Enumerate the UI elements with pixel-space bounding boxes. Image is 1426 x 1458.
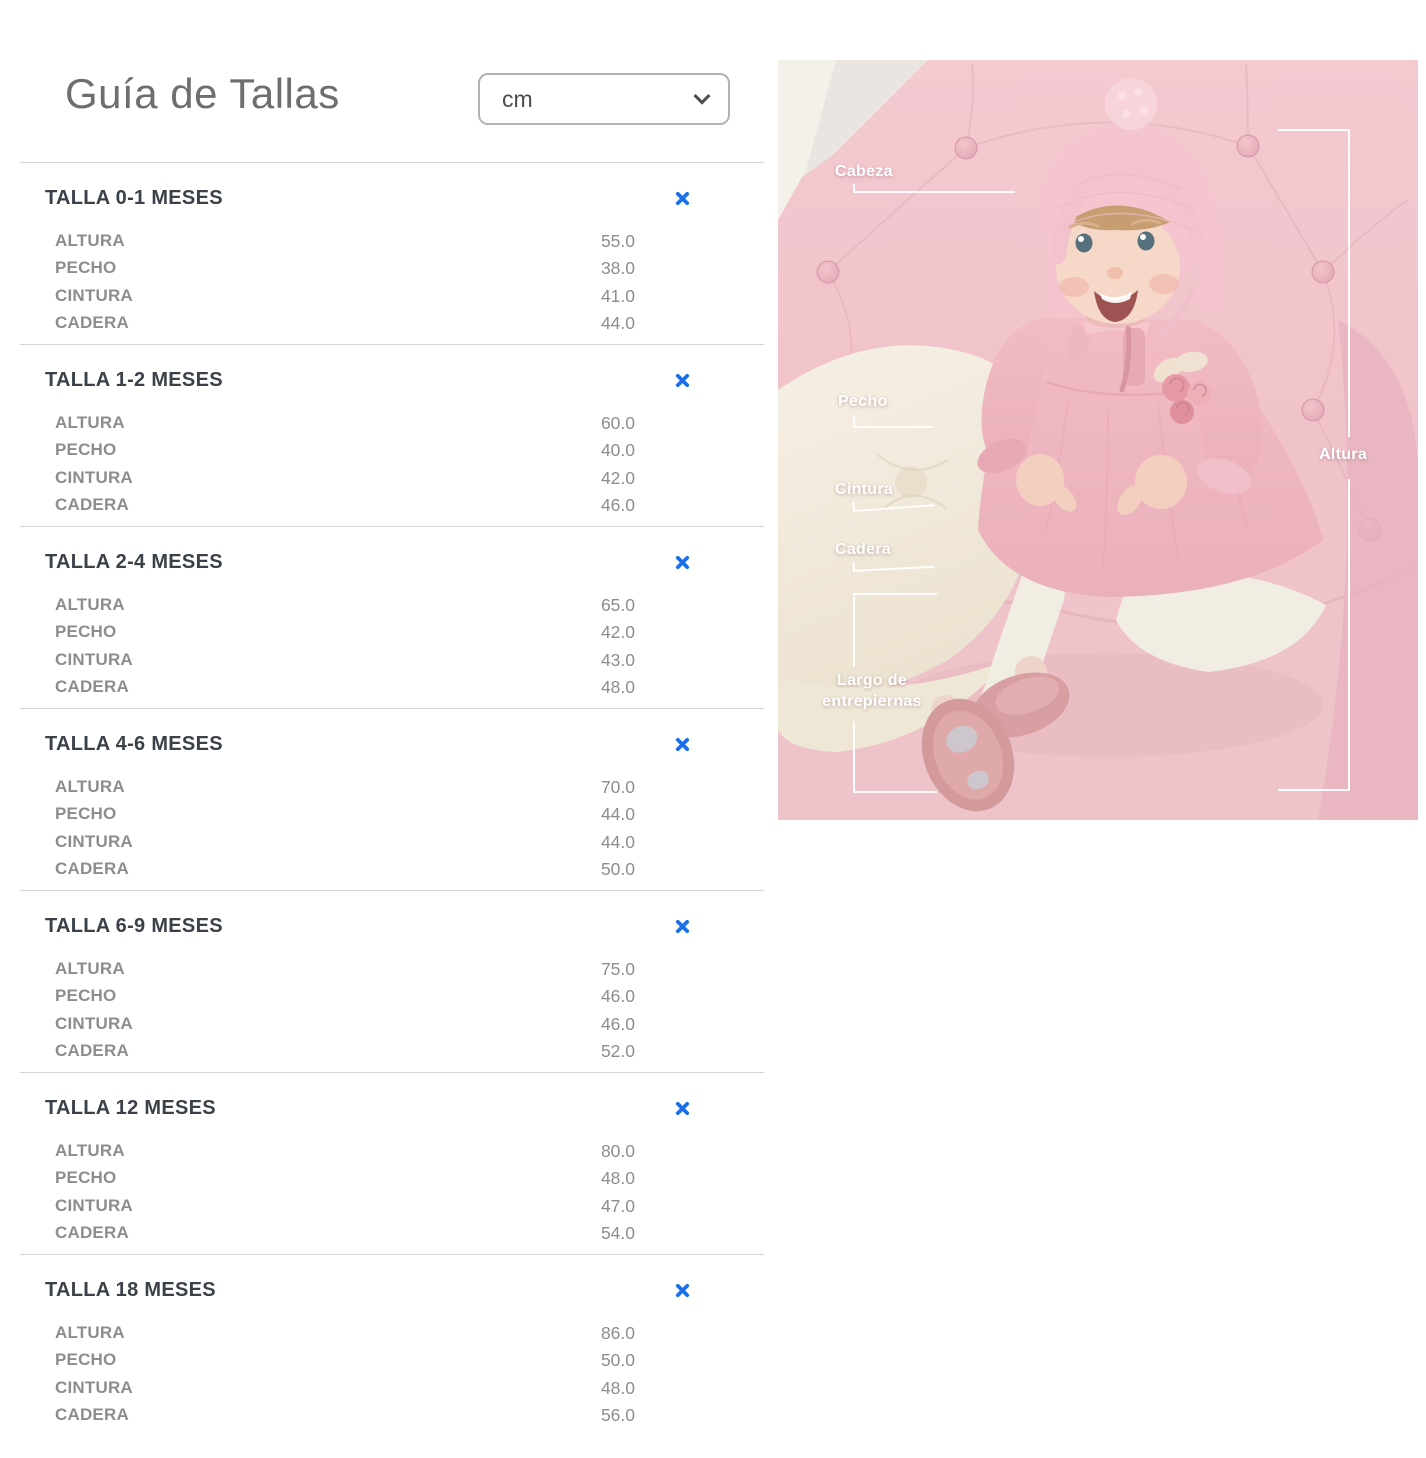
section-divider (20, 162, 764, 163)
measure-line-largo-bottom (853, 721, 937, 793)
measurement-label: ALTURA (55, 959, 125, 978)
measurement-value: 75.0 (600, 959, 635, 979)
measurement-row (0, 983, 778, 1010)
measurement-value: 50.0 (600, 859, 635, 880)
measurement-value: 48.0 (600, 677, 635, 698)
x-close-icon (675, 1101, 690, 1116)
remove-size-button[interactable] (672, 1098, 692, 1118)
measurement-label: CINTURA (55, 1195, 133, 1215)
unit-select-value: cm (502, 85, 533, 112)
measurement-row (0, 774, 778, 801)
section-title: TALLA 2-4 MESES (45, 550, 223, 573)
measurement-value: 65.0 (600, 595, 635, 615)
measurement-label: PECHO (55, 1168, 117, 1188)
measurement-label: PECHO (55, 440, 117, 460)
size-section (0, 162, 778, 344)
measurement-row (0, 1165, 778, 1192)
measurement-label: PECHO (55, 258, 117, 278)
page-title: Guía de Tallas (65, 70, 340, 117)
x-close-icon (675, 373, 690, 388)
measurement-label: CINTURA (55, 285, 133, 305)
size-section (0, 890, 778, 1072)
measurement-value: 48.0 (600, 1377, 635, 1398)
x-close-icon (675, 191, 690, 206)
remove-size-button[interactable] (672, 916, 692, 936)
size-section (0, 708, 778, 890)
size-section (0, 344, 778, 526)
measurement-row (0, 492, 778, 519)
x-close-icon (675, 737, 690, 752)
section-divider (20, 708, 764, 709)
measurement-value: 46.0 (600, 1013, 635, 1034)
measurement-label: ALTURA (55, 231, 125, 250)
measurement-value: 44.0 (600, 313, 635, 334)
measurement-value: 50.0 (600, 1350, 635, 1371)
x-close-icon (675, 555, 690, 570)
photo-label-altura: Altura (1319, 446, 1368, 463)
photo-label-pecho: Pecho (838, 393, 888, 410)
size-section (0, 1072, 778, 1254)
measurement-row (0, 619, 778, 646)
measurement-row (0, 1320, 778, 1347)
measurement-label: CADERA (55, 313, 129, 333)
measurement-value: 70.0 (600, 777, 635, 797)
measurement-label: ALTURA (55, 1323, 125, 1342)
measurement-label: CINTURA (55, 467, 133, 487)
chevron-down-icon (694, 88, 711, 105)
measurement-label: CADERA (55, 495, 129, 515)
measurement-value: 43.0 (600, 649, 635, 670)
measurement-label: CADERA (55, 677, 129, 697)
measurement-row (0, 437, 778, 464)
measure-line-pecho (853, 416, 933, 428)
photo-label-cadera: Cadera (835, 541, 892, 558)
measurement-row (0, 310, 778, 337)
measure-line-cabeza (853, 184, 1015, 193)
measurement-row (0, 856, 778, 883)
section-title: TALLA 12 MESES (45, 1096, 216, 1119)
measurement-row (0, 465, 778, 492)
section-title: TALLA 18 MESES (45, 1278, 216, 1301)
measurement-value: 41.0 (600, 285, 635, 306)
measurement-row (0, 1347, 778, 1374)
measurement-value: 44.0 (600, 804, 635, 825)
measurement-row (0, 1193, 778, 1220)
measurement-row (0, 1402, 778, 1429)
size-section (0, 526, 778, 708)
x-close-icon (675, 1283, 690, 1298)
measurement-row (0, 1375, 778, 1402)
photo-label-cintura: Cintura (835, 481, 894, 498)
remove-size-button[interactable] (672, 552, 692, 572)
measurement-value: 46.0 (600, 495, 635, 516)
unit-select[interactable] (478, 73, 730, 125)
remove-size-button[interactable] (672, 188, 692, 208)
measurement-value: 46.0 (600, 986, 635, 1007)
measurement-value: 86.0 (600, 1323, 635, 1343)
measurement-label: ALTURA (55, 595, 125, 614)
measurement-value: 40.0 (600, 440, 635, 461)
measurement-label: PECHO (55, 622, 117, 642)
measurement-label: CINTURA (55, 831, 133, 851)
measurement-row (0, 647, 778, 674)
measurement-value: 42.0 (600, 622, 635, 643)
measurement-row (0, 1011, 778, 1038)
measure-line-altura-top (1278, 129, 1350, 437)
section-title: TALLA 6-9 MESES (45, 914, 223, 937)
measurement-label: PECHO (55, 986, 117, 1006)
measurement-row (0, 674, 778, 701)
measurement-row (0, 592, 778, 619)
measure-line-largo-top (853, 593, 937, 667)
section-divider (20, 890, 764, 891)
remove-size-button[interactable] (672, 370, 692, 390)
measurement-value: 38.0 (600, 258, 635, 279)
size-guide-photo (778, 60, 1418, 820)
measurement-value: 47.0 (600, 1195, 635, 1216)
measurement-label: CADERA (55, 1223, 129, 1243)
measurement-value: 60.0 (600, 413, 635, 433)
measurement-label: PECHO (55, 1350, 117, 1370)
section-divider (20, 1072, 764, 1073)
measurement-label: ALTURA (55, 1141, 125, 1160)
measurement-label: PECHO (55, 804, 117, 824)
photo-label-largo-entrepiernas: Largo de entrepiernas (822, 672, 922, 710)
measure-line-altura-bottom (1278, 479, 1350, 791)
measurement-value: 52.0 (600, 1041, 635, 1062)
measurement-value: 44.0 (600, 831, 635, 852)
measurement-value: 54.0 (600, 1223, 635, 1244)
measurement-label: ALTURA (55, 413, 125, 432)
measurement-label: CINTURA (55, 649, 133, 669)
remove-size-button[interactable] (672, 734, 692, 754)
measurement-label: CADERA (55, 1405, 129, 1425)
measurement-label: CADERA (55, 859, 129, 879)
measurement-row (0, 1220, 778, 1247)
section-title: TALLA 4-6 MESES (45, 732, 223, 755)
x-close-icon (675, 919, 690, 934)
measurement-row (0, 255, 778, 282)
measurement-value: 56.0 (600, 1405, 635, 1426)
section-divider (20, 1254, 764, 1255)
remove-size-button[interactable] (672, 1280, 692, 1300)
measurement-value: 55.0 (600, 231, 635, 251)
size-section (0, 1254, 778, 1436)
section-divider (20, 344, 764, 345)
measurement-row (0, 283, 778, 310)
section-title: TALLA 1-2 MESES (45, 368, 223, 391)
section-divider (20, 526, 764, 527)
measurement-row (0, 410, 778, 437)
section-title: TALLA 0-1 MESES (45, 186, 223, 209)
measurement-value: 80.0 (600, 1141, 635, 1161)
measurement-value: 48.0 (600, 1168, 635, 1189)
measurement-row (0, 829, 778, 856)
measurement-row (0, 801, 778, 828)
measurement-row (0, 956, 778, 983)
measurement-label: CINTURA (55, 1377, 133, 1397)
photo-label-cabeza: Cabeza (835, 163, 893, 180)
measurement-label: CADERA (55, 1041, 129, 1061)
size-sections-list (0, 162, 778, 1436)
measurement-row (0, 1038, 778, 1065)
measurement-label: CINTURA (55, 1013, 133, 1033)
measurement-row (0, 1138, 778, 1165)
measurement-row (0, 228, 778, 255)
measurement-value: 42.0 (600, 467, 635, 488)
measurement-label: ALTURA (55, 777, 125, 796)
